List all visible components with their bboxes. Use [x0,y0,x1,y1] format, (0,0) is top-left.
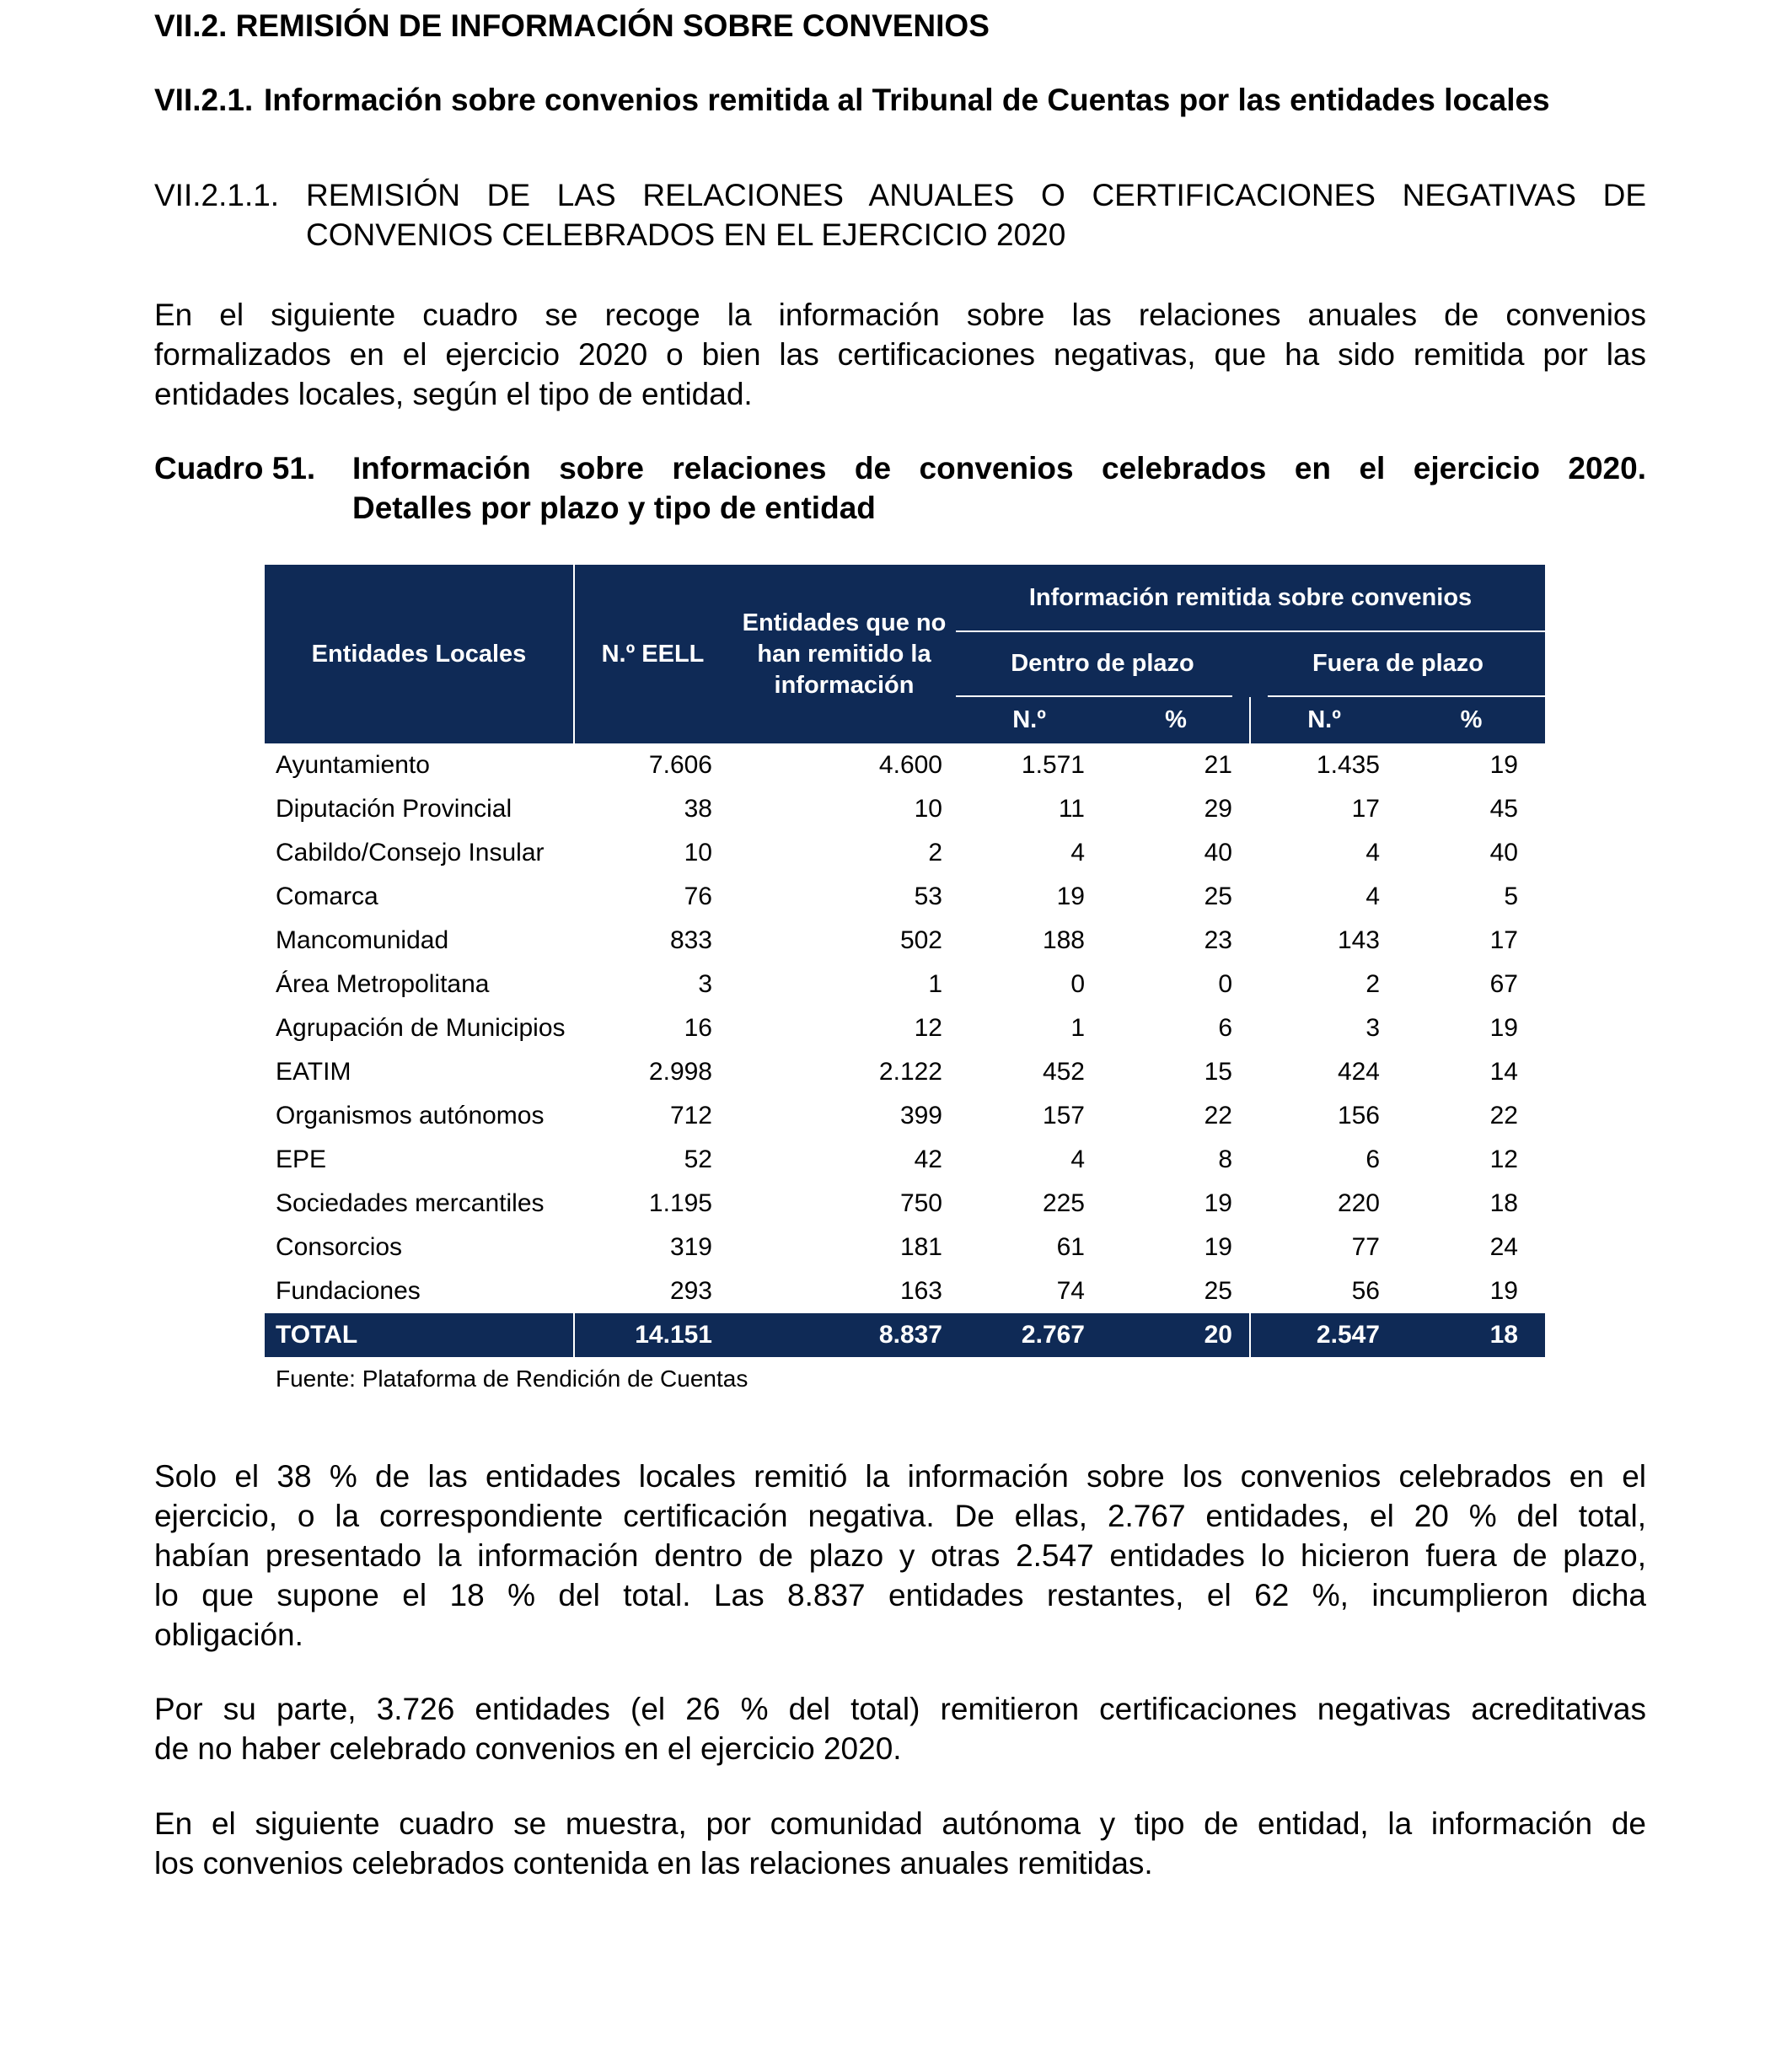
table-row [265,1182,1545,1226]
pct-fuera-value: 67 [1489,970,1518,998]
no-remitido-value: 181 [899,1233,942,1261]
subsection-number: VII.2.1. [154,83,254,117]
pct-dentro-value: 22 [1204,1102,1232,1129]
pct-dentro-value: 21 [1204,751,1232,779]
subsubsection-heading [154,175,1646,255]
entity-name: Diputación Provincial [276,795,512,823]
neell-value: 16 [684,1014,712,1042]
pct-dentro-value: 40 [1204,839,1232,867]
pct-dentro-value: 0 [1218,970,1232,998]
pct-fuera-value: 19 [1489,1277,1518,1305]
total-pct-fuera: 18 [1489,1321,1518,1349]
no-remitido-value: 399 [899,1102,942,1129]
n-fuera-value: 220 [1337,1189,1380,1217]
no-remitido-value: 750 [899,1189,942,1217]
entity-name: Organismos autónomos [276,1102,545,1129]
header-divider [1268,695,1545,697]
header-n-dentro: N.º [1012,706,1046,733]
no-remitido-value: 502 [899,926,942,954]
next-table-paragraph [154,1804,1646,1883]
table-row [265,1138,1545,1182]
header-pct-fuera: % [1460,706,1483,733]
neell-value: 7.606 [648,751,712,779]
n-fuera-value: 2 [1365,970,1380,998]
intro-line-3: entidades locales, según el tipo de entidad. [154,377,753,411]
n-fuera-value: 56 [1351,1277,1380,1305]
pct-dentro-value: 25 [1204,883,1232,910]
n-dentro-value: 19 [1056,883,1085,910]
n-fuera-value: 3 [1365,1014,1380,1042]
pct-dentro-value: 19 [1204,1233,1232,1261]
neell-value: 3 [698,970,712,998]
neell-value: 1.195 [648,1189,712,1217]
header-divider [573,565,575,743]
pct-fuera-value: 19 [1489,751,1518,779]
subsection-title: Información sobre convenios remitida al Tribunal de Cuentas por las entidades locales [264,83,1550,117]
total-neell: 14.151 [635,1321,712,1349]
n-fuera-value: 6 [1365,1146,1380,1173]
n-fuera-value: 77 [1351,1233,1380,1261]
analysis-line-4: lo que supone el 18 % del total. Las 8.837 entidades restantes, el 62 %, incumplieron dicha [154,1578,1646,1612]
neell-value: 319 [669,1233,712,1261]
entity-name: Comarca [276,883,378,910]
next-table-line-1: En el siguiente cuadro se muestra, por comunidad autónoma y tipo de entidad, la información de [154,1806,1646,1841]
pct-dentro-value: 15 [1204,1058,1232,1086]
n-dentro-value: 188 [1042,926,1085,954]
header-no-remitido-line-1: Entidades que no [742,609,947,636]
header-divider [956,630,1545,632]
total-n-fuera: 2.547 [1316,1321,1380,1349]
caption-line-1: Información sobre relaciones de convenios celebrados en el ejercicio 2020. [352,451,1646,486]
header-no-remitido-line-3: información [774,671,915,699]
pct-fuera-value: 19 [1489,1014,1518,1042]
header-divider [956,695,1232,697]
header-no-remitido-line-2: han remitido la [757,640,931,668]
entity-name: Sociedades mercantiles [276,1189,545,1217]
total-label: TOTAL [276,1321,358,1349]
intro-paragraph [154,295,1646,414]
no-remitido-value: 1 [928,970,942,998]
total-pct-dentro: 20 [1204,1321,1232,1349]
n-dentro-value: 157 [1042,1102,1085,1129]
caption-number: Cuadro 51. [154,451,316,486]
pct-fuera-value: 45 [1489,795,1518,823]
pct-fuera-value: 17 [1489,926,1518,954]
next-table-line-2: los convenios celebrados contenida en las relaciones anuales remitidas. [154,1846,1153,1881]
no-remitido-value: 53 [914,883,942,910]
intro-line-2: formalizados en el ejercicio 2020 o bien las certificaciones negativas, que ha sido remitida por las [154,337,1646,372]
no-remitido-value: 2.122 [878,1058,942,1086]
entity-name: Agrupación de Municipios [276,1014,566,1042]
analysis-line-2: ejercicio, o la correspondiente certificación negativa. De ellas, 2.767 entidades, el 20 % del total, [154,1499,1646,1533]
table-source [265,1357,1545,1401]
n-dentro-value: 225 [1042,1189,1085,1217]
analysis-line-3: habían presentado la información dentro de plazo y otras 2.547 entidades lo hicieron fuera de plazo, [154,1538,1646,1573]
neell-value: 76 [684,883,712,910]
table-row [265,831,1545,875]
entity-name: Consorcios [276,1233,403,1261]
pct-fuera-value: 22 [1489,1102,1518,1129]
n-fuera-value: 424 [1337,1058,1380,1086]
no-remitido-value: 42 [914,1146,942,1173]
neell-value: 10 [684,839,712,867]
pct-fuera-value: 14 [1489,1058,1518,1086]
negative-cert-paragraph [154,1689,1646,1768]
header-fuera-plazo: Fuera de plazo [1312,650,1484,677]
table-row [265,743,1545,787]
no-remitido-value: 12 [914,1014,942,1042]
caption-line-2: Detalles por plazo y tipo de entidad [352,491,876,525]
pct-fuera-value: 12 [1489,1146,1518,1173]
n-dentro-value: 0 [1070,970,1085,998]
subsection-heading [154,83,1550,118]
table-body [265,743,1545,1313]
n-dentro-value: 4 [1070,839,1085,867]
section-title: VII.2. REMISIÓN DE INFORMACIÓN SOBRE CONVENIOS [154,8,990,43]
table-row [265,1269,1545,1313]
neell-value: 52 [684,1146,712,1173]
pct-dentro-value: 23 [1204,926,1232,954]
neell-value: 833 [669,926,712,954]
no-remitido-value: 163 [899,1277,942,1305]
n-fuera-value: 156 [1337,1102,1380,1129]
n-dentro-value: 11 [1058,795,1085,823]
table-row [265,787,1545,831]
n-dentro-value: 4 [1070,1146,1085,1173]
n-dentro-value: 61 [1056,1233,1085,1261]
table-row [265,1006,1545,1050]
table-row [265,919,1545,963]
entity-name: Mancomunidad [276,926,449,954]
n-dentro-value: 452 [1042,1058,1085,1086]
n-fuera-value: 4 [1365,839,1380,867]
n-dentro-value: 1 [1070,1014,1085,1042]
header-entidades: Entidades Locales [311,640,527,668]
neell-value: 38 [684,795,712,823]
convenios-table [265,565,1545,1401]
no-remitido-value: 2 [928,839,942,867]
total-divider [1249,1313,1251,1357]
table-caption [154,448,1646,528]
neell-value: 2.998 [648,1058,712,1086]
subsubsection-number: VII.2.1.1. [154,178,280,212]
pct-fuera-value: 24 [1489,1233,1518,1261]
header-dentro-plazo: Dentro de plazo [1011,650,1194,677]
table-total-row [265,1313,1545,1357]
n-fuera-value: 1.435 [1316,751,1380,779]
table-row [265,1226,1545,1269]
no-remitido-value: 10 [914,795,942,823]
pct-dentro-value: 8 [1218,1146,1232,1173]
table-row [265,1050,1545,1094]
table-row [265,963,1545,1006]
pct-dentro-value: 19 [1204,1189,1232,1217]
entity-name: Ayuntamiento [276,751,430,779]
pct-fuera-value: 40 [1489,839,1518,867]
subsubsection-title-line-1: REMISIÓN DE LAS RELACIONES ANUALES O CERTIFICACIONES NEGATIVAS DE [306,178,1646,212]
n-dentro-value: 1.571 [1021,751,1085,779]
pct-fuera-value: 18 [1489,1189,1518,1217]
negative-cert-line-1: Por su parte, 3.726 entidades (el 26 % del total) remitieron certificaciones negativas acreditativas [154,1692,1646,1726]
analysis-paragraph [154,1457,1646,1655]
neell-value: 712 [669,1102,712,1129]
n-fuera-value: 4 [1365,883,1380,910]
total-no-remitido: 8.837 [878,1321,942,1349]
entity-name: EATIM [276,1058,351,1086]
pct-dentro-value: 29 [1204,795,1232,823]
table-header [265,565,1545,743]
header-neell: N.º EELL [601,640,705,668]
header-divider [1249,697,1251,743]
entity-name: EPE [276,1146,327,1173]
analysis-line-5: obligación. [154,1618,303,1652]
entity-name: Fundaciones [276,1277,421,1305]
pct-dentro-value: 6 [1218,1014,1232,1042]
entity-name: Área Metropolitana [276,970,490,998]
source-note: Fuente: Plataforma de Rendición de Cuentas [276,1366,748,1392]
no-remitido-value: 4.600 [878,751,942,779]
n-dentro-value: 74 [1056,1277,1085,1305]
pct-dentro-value: 25 [1204,1277,1232,1305]
total-n-dentro: 2.767 [1021,1321,1085,1349]
negative-cert-line-2: de no haber celebrado convenios en el ejercicio 2020. [154,1731,902,1766]
analysis-line-1: Solo el 38 % de las entidades locales remitió la información sobre los convenios celebrados en el [154,1459,1646,1494]
entity-name: Cabildo/Consejo Insular [276,839,545,867]
subsubsection-title-line-2: CONVENIOS CELEBRADOS EN EL EJERCICIO 2020 [306,217,1066,252]
table-row [265,875,1545,919]
header-n-fuera: N.º [1307,706,1341,733]
total-divider [573,1313,575,1357]
header-no-remitido [732,565,956,743]
header-info-remitida: Información remitida sobre convenios [1028,583,1473,611]
neell-value: 293 [669,1277,712,1305]
header-pct-dentro: % [1165,706,1187,733]
n-fuera-value: 17 [1351,795,1380,823]
n-fuera-value: 143 [1337,926,1380,954]
pct-fuera-value: 5 [1504,883,1518,910]
intro-line-1: En el siguiente cuadro se recoge la información sobre las relaciones anuales de convenios [154,298,1646,332]
table-row [265,1094,1545,1138]
